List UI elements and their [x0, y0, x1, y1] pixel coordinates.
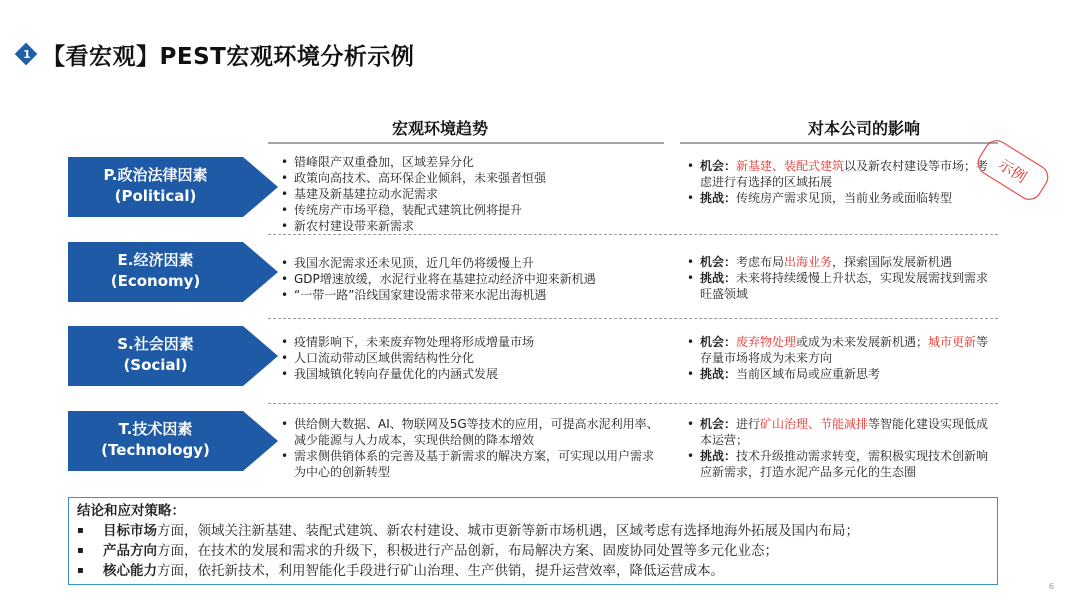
list-item: • 需求侧供销体系的完善及基于新需求的解决方案，可实现以用户需求为中心的创新转型: [278, 448, 664, 480]
technology-impact-list: [684, 416, 996, 480]
list-item: • 我国水泥需求还未见顶，近几年仍将缓慢上升: [278, 255, 664, 271]
factor-technology: T.技术因素 (Technology): [68, 411, 278, 471]
square-bullet-icon: ▪: [77, 545, 84, 556]
economy-trend-list: [278, 255, 664, 303]
impact-opportunity: • 机会：新基建、装配式建筑以及新农村建设等市场；考虑进行有选择的区域拓展: [684, 158, 996, 190]
list-item: • 新农村建设带来新需求: [278, 218, 664, 234]
list-item: • “一带一路”沿线国家建设需求带来水泥出海机遇: [278, 287, 664, 303]
list-item: • 基建及新基建拉动水泥需求: [278, 186, 664, 202]
square-bullet-icon: ▪: [77, 565, 84, 576]
political-impact-list: [684, 158, 996, 206]
row-divider: [268, 234, 998, 235]
list-item: • 我国城镇化转向存量优化的内涵式发展: [278, 366, 664, 382]
list-item: ▪ 目标市场方面，领域关注新基建、装配式建筑、新农村建设、城市更新等新市场机遇，区域考虑有选择地海外拓展及国内布局；: [77, 523, 859, 539]
row-divider: [268, 318, 998, 319]
impact-challenge: • 挑战：未来将持续缓慢上升状态，实现发展需找到需求旺盛领域: [684, 270, 996, 302]
list-item: • 传统房产市场平稳，装配式建筑比例将提升: [278, 202, 664, 218]
impact-challenge: • 挑战：当前区域布局或应重新思考: [684, 366, 996, 382]
factor-political: P.政治法律因素 (Political): [68, 157, 278, 217]
conclusion-box: [68, 497, 998, 585]
impact-challenge: • 挑战：技术升级推动需求转变，需积极实现技术创新响应新需求，打造水泥产品多元化的生态圈: [684, 448, 996, 480]
svg-text:示例: 示例: [994, 155, 1030, 187]
impact-header-rule: [680, 142, 998, 144]
trend-header-rule: [268, 142, 664, 144]
page-number: 6: [1048, 582, 1054, 591]
list-item: • 供给侧大数据、AI、物联网及5G等技术的应用，可提高水泥利用率、减少能源与人力成本，实现供给侧的降本增效: [278, 416, 664, 448]
list-item: ▪ 产品方向方面，在技术的发展和需求的升级下，积极进行产品创新，布局解决方案、固废协同处置等多元化业态；: [77, 543, 778, 559]
technology-trend-list: [278, 416, 664, 480]
square-bullet-icon: ▪: [77, 525, 84, 536]
impact-opportunity: • 机会：进行矿山治理、节能减排等智能化建设实现低成本运营；: [684, 416, 996, 448]
list-item: • 人口流动带动区域供需结构性分化: [278, 350, 664, 366]
sample-stamp-icon: [968, 138, 1058, 202]
row-divider: [268, 403, 998, 404]
impact-column-header: 对本公司的影响: [808, 119, 921, 138]
list-item: • 疫情影响下，未来废弃物处理将形成增量市场: [278, 334, 664, 350]
political-trend-list: [278, 154, 664, 234]
conclusion-title: 结论和应对策略：: [77, 503, 185, 519]
impact-opportunity: • 机会：废弃物处理或成为未来发展新机遇；城市更新等存量市场将成为未来方向: [684, 334, 996, 366]
list-item: • 政策向高技术、高环保企业倾斜，未来强者恒强: [278, 170, 664, 186]
page-title: [16, 38, 414, 71]
social-impact-list: [684, 334, 996, 382]
impact-opportunity: • 机会：考虑布局出海业务，探索国际发展新机遇: [684, 254, 996, 270]
factor-economy: E.经济因素 (Economy): [68, 242, 278, 302]
list-item: ▪ 核心能力方面，依托新技术，利用智能化手段进行矿山治理、生产供销，提升运营效率，降低运营成本。: [77, 563, 724, 579]
trend-column-header: 宏观环境趋势: [392, 119, 489, 138]
list-item: • GDP增速放缓，水泥行业将在基建拉动经济中迎来新机遇: [278, 271, 664, 287]
title-text: 【看宏观】PEST宏观环境分析示例: [42, 44, 415, 70]
factor-social: S.社会因素 (Social): [68, 326, 278, 386]
economy-impact-list: [684, 254, 996, 302]
number-diamond-icon: 1: [16, 44, 38, 66]
impact-challenge: • 挑战：传统房产需求见顶，当前业务或面临转型: [684, 190, 996, 206]
list-item: • 错峰限产双重叠加，区域差异分化: [278, 154, 664, 170]
social-trend-list: [278, 334, 664, 382]
